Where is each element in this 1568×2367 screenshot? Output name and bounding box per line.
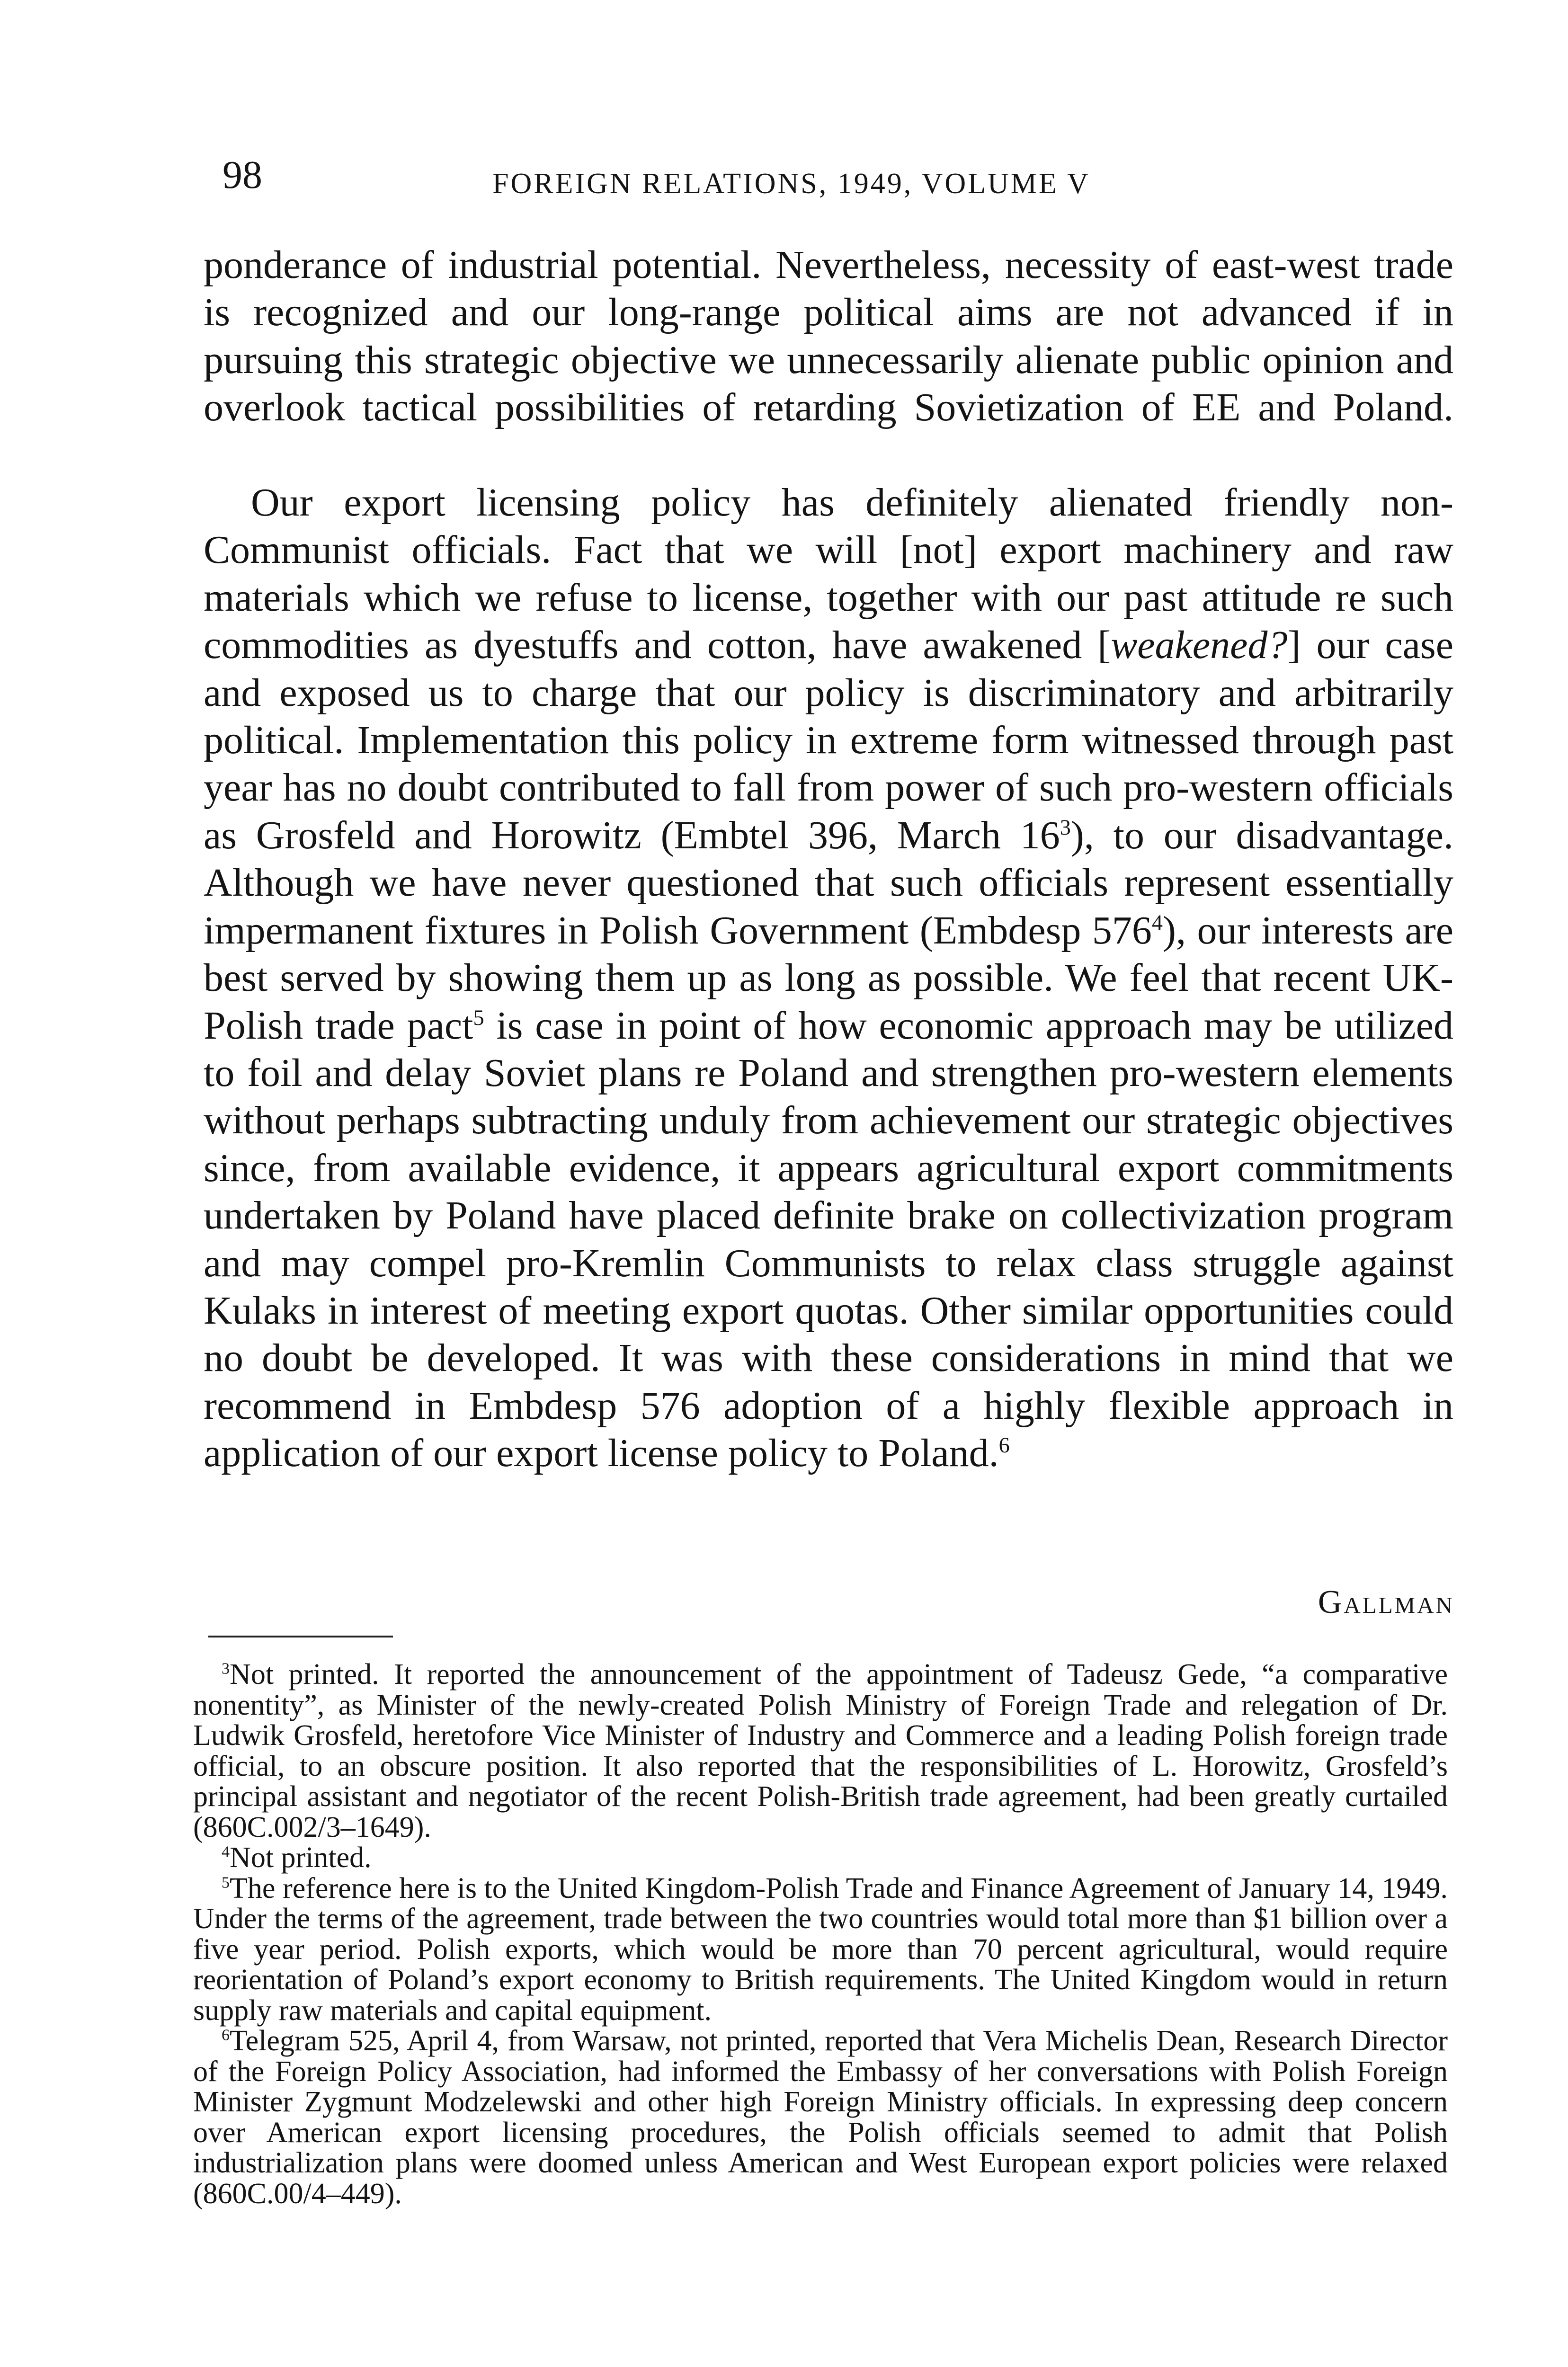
paragraph-export-licensing — [204, 479, 1453, 1477]
footnote-4-mark: 4 — [222, 1843, 230, 1861]
footnote-4 — [193, 1842, 1448, 1873]
footnote-ref-3: 3 — [1060, 815, 1071, 839]
footnotes — [193, 1659, 1448, 2209]
footnote-rule — [208, 1636, 393, 1637]
footnote-6-mark: 6 — [222, 2026, 230, 2044]
page-number: 98 — [223, 153, 262, 197]
footnote-3-text: Not printed. It reported the announcement of the appointment of Tadeusz Gede, “a comparative nonentity”, as Minister of the newly-created Polish Ministry of Foreign Trade and relegation of Dr. Ludwik Grosfeld, heretofore Vice Minister of Industry and Commerce and a leading Polish foreign trade official, to an obscure position. It also reported that the responsibilities of L. Horowitz, Grosfeld’s principal assistant and negotiator of the recent Polish-British trade agreement, had been greatly curtailed (860C.002/3–1649). — [193, 1658, 1448, 1843]
footnote-ref-4: 4 — [1151, 910, 1163, 934]
signature: Gallman — [1318, 1584, 1454, 1620]
footnote-3 — [193, 1659, 1448, 1842]
footnote-5 — [193, 1873, 1448, 2026]
paragraph-1-text: ponderance of industrial potential. Nevertheless, necessity of east-west trade is recognized and our long-range political aims are not advanced if in pursuing this strategic objective we unnecessarily alienate public opinion and overlook tactical possibilities of retarding Sovietization of EE and Poland. — [204, 243, 1453, 430]
p2-part1: Our export licensing policy has definitely alienated friendly non-Communist officials. Fact that we will [not] export machinery and raw materials which we refuse to license, together with our past attitude re such commodities as dyestuffs and cotton, have awakened [ — [204, 481, 1453, 667]
running-head: FOREIGN RELATIONS, 1949, VOLUME V — [492, 168, 1090, 200]
p2-part5: is case in point of how economic approach may be utilized to foil and delay Soviet plans re Poland and strengthen pro-western elements without perhaps subtracting unduly from achievement our strategic objectives since, from available evidence, it appears agricultural export commitments undertaken by Poland have placed definite brake on collectivization program and may compel pro-Kremlin Communists to relax class struggle against Kulaks in interest of meeting export quotas. Other similar opportunities could no doubt be developed. It was with these considerations in mind that we recommend in Embdesp 576 adoption of a highly flexible approach in application of our export license policy to Poland. — [204, 1003, 1453, 1476]
footnote-6 — [193, 2026, 1448, 2209]
footnote-3-mark: 3 — [222, 1660, 230, 1678]
footnote-6-text: Telegram 525, April 4, from Warsaw, not printed, reported that Vera Michelis Dean, Research Director of the Foreign Policy Association, had informed the Embassy of her conversations with Polish Foreign Minister Zygmunt Modzelewski and other high Foreign Ministry officials. In expressing deep concern over American export licensing procedures, the Polish officials seemed to admit that Polish industrialization plans were doomed unless American and West European export policies were relaxed (860C.00/4–449). — [193, 2025, 1448, 2210]
p2-part3: ), to our disadvantage. Although we have never questioned that such officials represent essentially impermanent fixtures in Polish Government (Embdesp 576 — [204, 813, 1454, 952]
footnote-4-text: Not printed. — [230, 1842, 372, 1874]
footnote-ref-6: 6 — [998, 1433, 1010, 1458]
footnote-5-text: The reference here is to the United Kingdom-Polish Trade and Finance Agreement of January 14, 1949. Under the terms of the agreement, trade between the two countries would total more than $1 billion over a five year period. Polish exports, which would be more than 70 percent agricultural, would require reorientation of Poland’s export economy to British requirements. The United Kingdom would in return supply raw materials and capital equipment. — [193, 1872, 1448, 2027]
p2-weakened: weakened? — [1111, 623, 1288, 667]
p2-part4: ), our interests are best served by showing them up as long as possible. We feel that recent UK-Polish trade pact — [204, 908, 1453, 1048]
footnote-ref-5: 5 — [473, 1005, 484, 1030]
p2-part2: ] our case and exposed us to charge that our policy is discriminatory and arbitrarily political. Implementation this policy in extreme form witnessed through past year has no doubt contributed to fall from power of such pro-western officials as Grosfeld and Horowitz (Embtel 396, March 16 — [204, 623, 1453, 857]
footnote-5-mark: 5 — [222, 1873, 230, 1891]
body-text — [204, 241, 1453, 1477]
paragraph-continuation — [204, 241, 1453, 479]
page-header — [223, 151, 1453, 204]
